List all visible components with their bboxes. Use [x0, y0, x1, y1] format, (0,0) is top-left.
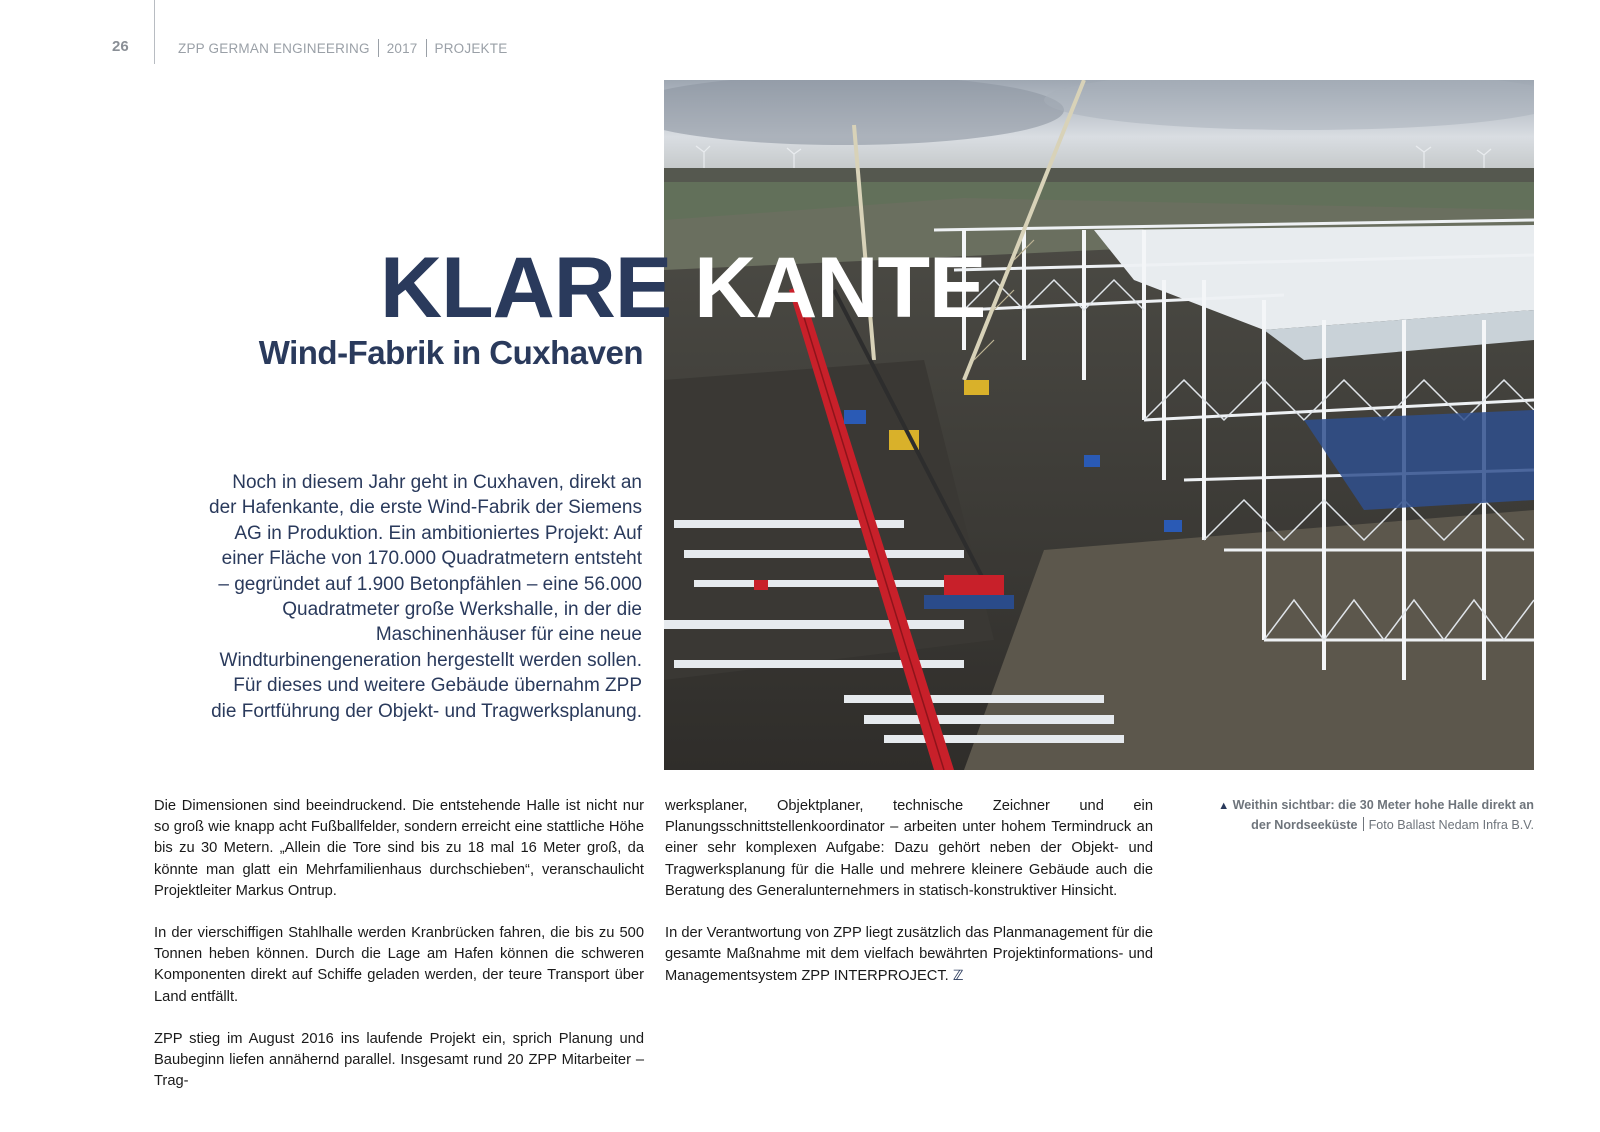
section-label: PROJEKTE — [434, 40, 508, 56]
caption-marker-icon: ▲ — [1218, 800, 1230, 812]
body-paragraph: Die Dimensionen sind beeindruckend. Die entstehende Halle ist nicht nur so groß wie knapp acht Fußballfelder, sondern erreicht eine stattliche Höhe bis zu 30 Metern. „Allein die Tore sind bis zu 18 mal 16 Meter groß, da könnte man glatt ein Mehrfamilienhaus durchschieben“, veranschaulicht Projektleiter Markus Ontrup. — [154, 798, 644, 899]
headline-word-klare: KLARE — [380, 240, 672, 336]
construction-site-photo — [664, 80, 1534, 770]
publisher-label: ZPP GERMAN ENGINEERING — [178, 40, 370, 56]
body-paragraph: werksplaner, Objektplaner, technische Zeichner und ein Planungsschnittstellenkoordinator – arbeiten unter hohem Termindruck an einer sehr komplexen Aufgabe: Dazu gehört neben der Objekt- und Tragwerksplanung für die Halle und mehrere kleinere Gebäude auch die Beratung des Generalunternehmers in statisch-konstruktiver Hinsicht. — [665, 798, 1153, 899]
body-paragraph: In der vierschiffigen Stahlhalle werden Kranbrücken fahren, die bis zu 500 Tonnen heben können. Durch die Lage am Hafen können die schweren Komponenten direkt auf Schiffe geladen werden, der teure Transport über Land entfällt. — [154, 925, 644, 1005]
photo-credit: Foto Ballast Nedam Infra B.V. — [1368, 818, 1534, 832]
page-number: 26 — [112, 38, 129, 55]
body-paragraph-text: In der Verantwortung von ZPP liegt zusätzlich das Planmanagement für die gesamte Maßnahme mit dem vielfach bewährten Projektinformations- und Managementsystem ZPP INTERPROJECT. — [665, 925, 1153, 985]
subheadline: Wind-Fabrik in Cuxhaven — [258, 334, 643, 371]
intro-text: Noch in diesem Jahr geht in Cuxhaven, direkt an der Hafenkante, die erste Wind-Fabrik der Siemens AG in Produktion. Ein ambitioniertes Projekt: Auf einer Fläche von 170.000 Quadratmetern entsteht – gegründet auf 1.900 Betonpfählen – eine 56.000 Quadratmeter große Werkshalle, in der die Maschinenhäuser für eine neue Windturbinengeneration hergestellt werden sollen. Für dieses und weitere Gebäude übernahm ZPP die Fortführung der Objekt- und Tragwerksplanung. — [209, 472, 642, 722]
body-paragraph-final — [665, 923, 1153, 988]
intro-paragraph — [206, 470, 642, 724]
caption-separator — [1363, 817, 1364, 831]
headline-word-kante: KANTE — [694, 240, 986, 336]
header-separator — [378, 39, 379, 57]
header-separator — [426, 39, 427, 57]
body-paragraph: ZPP stieg im August 2016 ins laufende Projekt ein, sprich Planung und Baubeginn liefen annähernd parallel. Insgesamt rund 20 ZPP Mitarbeiter – Trag- — [154, 1030, 644, 1090]
body-column-middle — [665, 796, 1153, 1009]
construction-site-illustration — [664, 80, 1534, 770]
year-label: 2017 — [386, 40, 418, 56]
end-mark-icon: ℤ — [952, 967, 964, 984]
body-column-left — [154, 796, 644, 1113]
photo-caption — [1214, 796, 1534, 835]
running-head — [178, 39, 507, 57]
caption-text: Weithin sichtbar: die 30 Meter hohe Halle direkt an der Nordseeküste — [1232, 798, 1534, 832]
headline — [380, 240, 985, 336]
header-divider — [154, 0, 155, 64]
